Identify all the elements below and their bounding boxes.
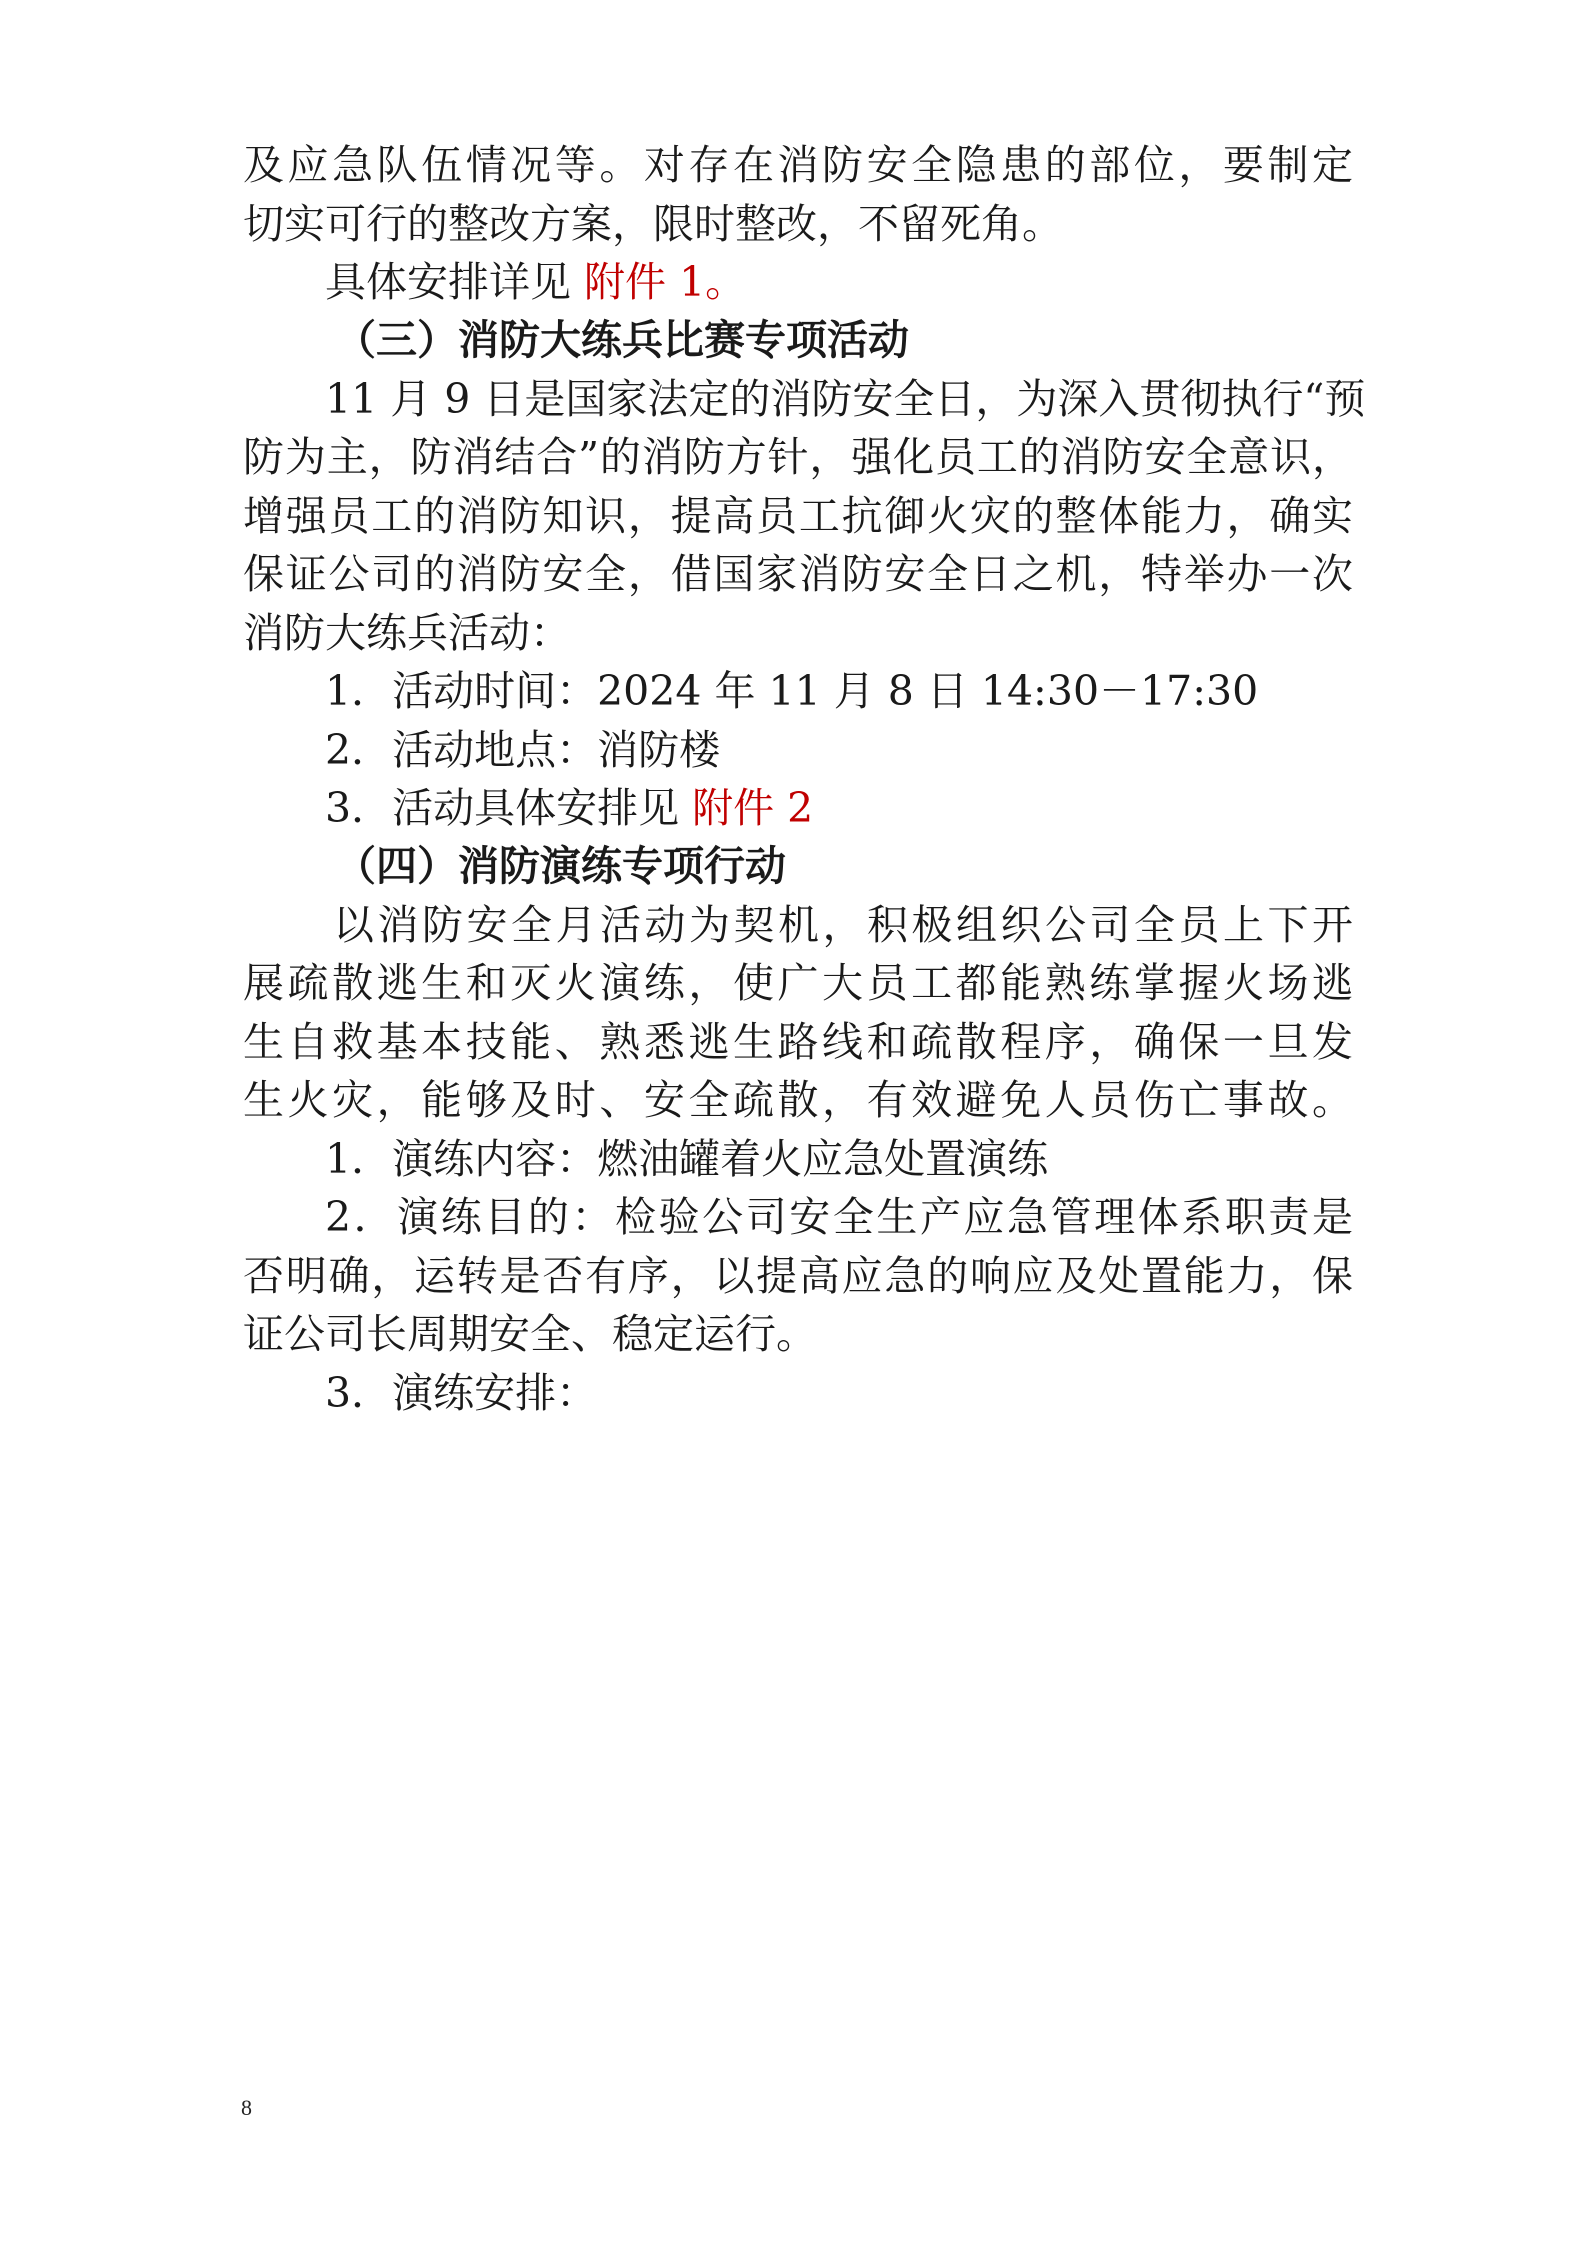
drill-arrangement: 3．演练安排： xyxy=(325,1369,598,1417)
para4-line-2: 展疏散逃生和灭火演练，使广大员工都能熟练掌握火场逃 xyxy=(243,959,1353,1007)
drill-content: 1．演练内容：燃油罐着火应急处置演练 xyxy=(325,1135,1049,1183)
attachment-2-link[interactable]: 附件 2 xyxy=(692,784,814,832)
activity-time: 1．活动时间：2024 年 11 月 8 日 14:30－17:30 xyxy=(325,667,1259,715)
page-number: 8 xyxy=(241,2095,252,2120)
activity-location: 2．活动地点：消防楼 xyxy=(325,726,721,774)
para4-line-3: 生自救基本技能、熟悉逃生路线和疏散程序，确保一旦发 xyxy=(243,1018,1353,1066)
attachment-1-link[interactable]: 附件 1。 xyxy=(584,258,747,306)
reference-prefix: 具体安排详见 xyxy=(325,258,571,306)
body-line-1: 及应急队伍情况等。对存在消防安全隐患的部位，要制定 xyxy=(243,141,1353,189)
drill-purpose-line-2: 否明确，运转是否有序，以提高应急的响应及处置能力，保 xyxy=(243,1252,1353,1300)
section-heading-4: （四）消防演练专项行动 xyxy=(335,842,786,890)
para4-line-1: 以消防安全月活动为契机，积极组织公司全员上下开 xyxy=(333,901,1353,949)
para3-line-4: 保证公司的消防安全，借国家消防安全日之机，特举办一次 xyxy=(243,550,1353,598)
section-heading-3: （三）消防大练兵比赛专项活动 xyxy=(335,316,909,364)
para3-line-3: 增强员工的消防知识，提高员工抗御火灾的整体能力，确实 xyxy=(243,492,1353,540)
para3-line-1: 11 月 9 日是国家法定的消防安全日，为深入贯彻执行“预 xyxy=(325,375,1366,423)
drill-purpose-line-1: 2．演练目的：检验公司安全生产应急管理体系职责是 xyxy=(325,1193,1353,1241)
body-line-2: 切实可行的整改方案，限时整改，不留死角。 xyxy=(243,200,1063,248)
reference-prefix: 3．活动具体安排见 xyxy=(325,784,680,832)
para3-line-5: 消防大练兵活动： xyxy=(243,609,571,657)
attachment-reference-1 xyxy=(325,252,746,312)
drill-purpose-line-3: 证公司长周期安全、稳定运行。 xyxy=(243,1310,817,1358)
para3-line-2: 防为主，防消结合”的消防方针，强化员工的消防安全意识， xyxy=(243,433,1353,481)
attachment-reference-2 xyxy=(325,778,813,838)
para4-line-4: 生火灾，能够及时、安全疏散，有效避免人员伤亡事故。 xyxy=(243,1076,1353,1124)
